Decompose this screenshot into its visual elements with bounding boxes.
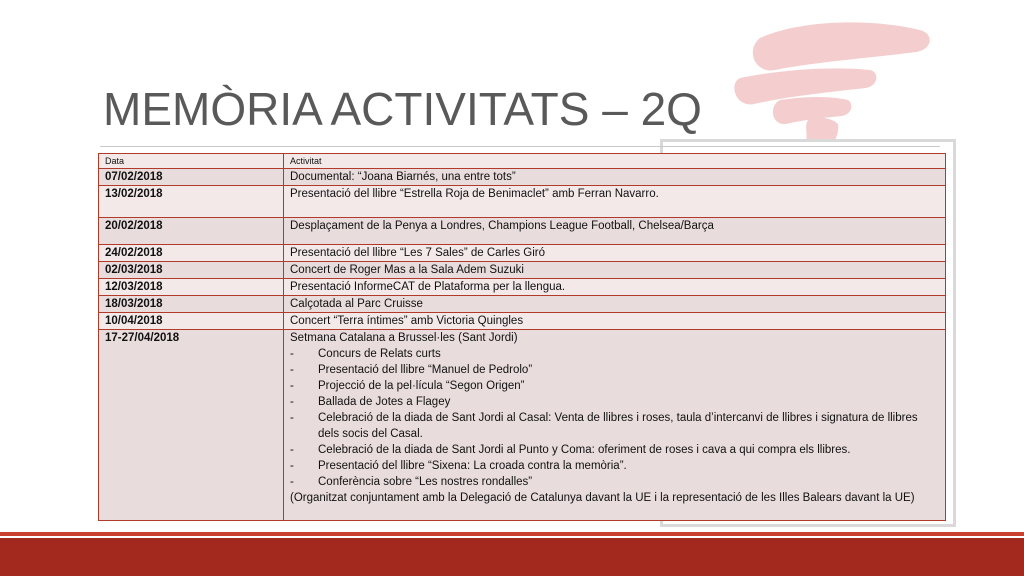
event-item	[290, 378, 939, 394]
event-item-text: Celebració de la diada de Sant Jordi al Casal: Venta de llibres i roses, taula d’intercanvi de llibres i signatura de llibres dels socis del Casal.	[318, 412, 918, 440]
row-activity: Desplaçament de la Penya a Londres, Champions League Football, Chelsea/Barça	[284, 218, 946, 245]
table-row-brussels	[99, 330, 946, 521]
bullet-dash: -	[290, 412, 294, 424]
row-activity: Concert “Terra íntimes” amb Victoria Quingles	[284, 313, 946, 330]
row-activity: Presentació del llibre “Les 7 Sales” de Carles Giró	[284, 245, 946, 262]
event-item	[290, 394, 939, 410]
table-row	[99, 279, 946, 296]
bullet-dash: -	[290, 380, 294, 392]
header-date: Data	[99, 154, 284, 169]
row-activity: Presentació del llibre “Estrella Roja de Benimaclet” amb Ferran Navarro.	[284, 186, 946, 218]
table-row	[99, 186, 946, 218]
event-item-text: Presentació del llibre “Manuel de Pedrolo”	[318, 364, 533, 376]
event-item	[290, 346, 939, 362]
row-activity: Documental: “Joana Biarnés, una entre tots”	[284, 169, 946, 186]
table-row	[99, 169, 946, 186]
event-item-text: Ballada de Jotes a Flagey	[318, 396, 451, 408]
footer-accent-line	[0, 532, 1024, 536]
table-row	[99, 262, 946, 279]
event-item-text: Projecció de la pel·lícula “Segon Origen”	[318, 380, 525, 392]
event-item	[290, 474, 939, 490]
title-divider	[100, 146, 940, 147]
row-date: 12/03/2018	[99, 279, 284, 296]
bullet-dash: -	[290, 348, 294, 360]
table-row	[99, 245, 946, 262]
event-item	[290, 442, 939, 458]
event-item	[290, 458, 939, 474]
row-activity: Concert de Roger Mas a la Sala Adem Suzuki	[284, 262, 946, 279]
bullet-dash: -	[290, 364, 294, 376]
bullet-dash: -	[290, 460, 294, 472]
event-note: (Organitzat conjuntament amb la Delegació de Catalunya davant la UE i la representació de les Illes Balears davant la UE)	[290, 492, 915, 504]
event-item-text: Concurs de Relats curts	[318, 348, 441, 360]
activities-table	[98, 153, 946, 521]
row-activity: Calçotada al Parc Cruisse	[284, 296, 946, 313]
event-item-text: Conferència sobre “Les nostres rondalles”	[318, 476, 533, 488]
page-title: MEMÒRIA ACTIVITATS – 2Q	[103, 83, 702, 135]
row-date: 02/03/2018	[99, 262, 284, 279]
row-date: 07/02/2018	[99, 169, 284, 186]
bullet-dash: -	[290, 396, 294, 408]
event-item-text: Celebració de la diada de Sant Jordi al Punto y Coma: oferiment de roses i cava a qui compra els llibres.	[318, 444, 851, 456]
bullet-dash: -	[290, 444, 294, 456]
footer-bar	[0, 538, 1024, 576]
header-activity: Activitat	[284, 154, 946, 169]
row-activity-details	[284, 330, 946, 521]
table-header-row	[99, 154, 946, 169]
event-intro: Setmana Catalana a Brussel·les (Sant Jordi)	[290, 332, 518, 344]
row-date: 13/02/2018	[99, 186, 284, 218]
row-date: 18/03/2018	[99, 296, 284, 313]
row-date: 24/02/2018	[99, 245, 284, 262]
event-item	[290, 362, 939, 378]
row-date: 10/04/2018	[99, 313, 284, 330]
table-row	[99, 313, 946, 330]
event-item-text: Presentació del llibre “Sixena: La croada contra la memòria”.	[318, 460, 627, 472]
row-date: 20/02/2018	[99, 218, 284, 245]
table-row	[99, 218, 946, 245]
row-activity: Presentació InformeCAT de Plataforma per la llengua.	[284, 279, 946, 296]
bullet-dash: -	[290, 476, 294, 488]
event-item	[290, 410, 939, 442]
table-row	[99, 296, 946, 313]
row-date: 17-27/04/2018	[99, 330, 284, 521]
